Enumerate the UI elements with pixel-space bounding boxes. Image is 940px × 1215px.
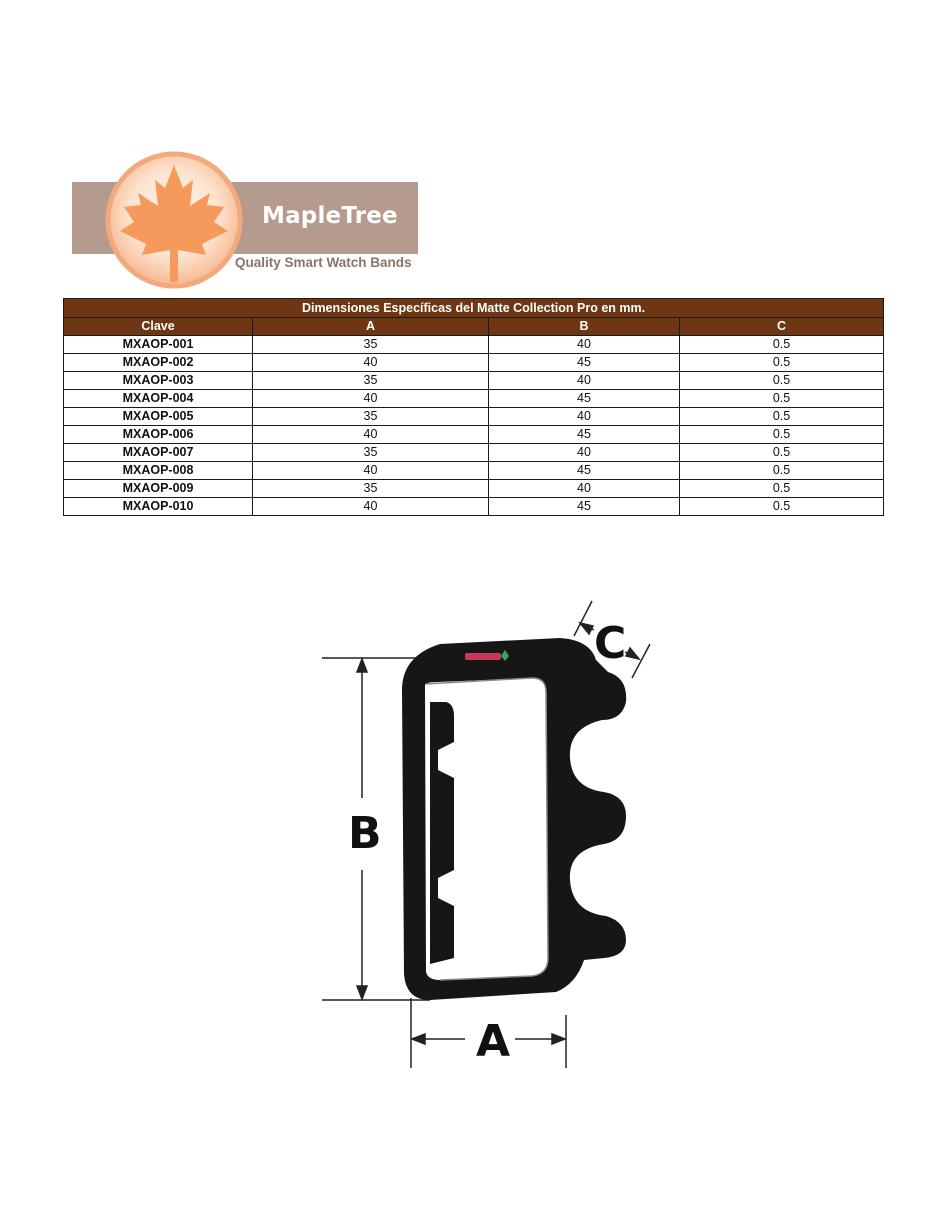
cell-a: 40 bbox=[253, 426, 489, 444]
brand-logo bbox=[0, 0, 940, 300]
dimension-c-label: C bbox=[594, 618, 627, 669]
cell-b: 45 bbox=[489, 498, 680, 516]
cell-b: 45 bbox=[489, 426, 680, 444]
cell-c: 0.5 bbox=[680, 390, 884, 408]
dimension-a-label: A bbox=[476, 1016, 511, 1067]
cell-clave: MXAOP-002 bbox=[64, 354, 253, 372]
cell-c: 0.5 bbox=[680, 426, 884, 444]
cell-clave: MXAOP-001 bbox=[64, 336, 253, 354]
column-header-a: A bbox=[253, 318, 489, 336]
table-row bbox=[64, 390, 884, 408]
maple-leaf-logo-graphic bbox=[0, 0, 940, 300]
table-title: Dimensiones Específicas del Matte Collection Pro en mm. bbox=[64, 299, 884, 318]
cell-a: 40 bbox=[253, 498, 489, 516]
table-row bbox=[64, 372, 884, 390]
cell-a: 40 bbox=[253, 390, 489, 408]
cell-b: 45 bbox=[489, 390, 680, 408]
cell-clave: MXAOP-010 bbox=[64, 498, 253, 516]
cell-c: 0.5 bbox=[680, 498, 884, 516]
cell-b: 45 bbox=[489, 462, 680, 480]
cell-c: 0.5 bbox=[680, 408, 884, 426]
cell-a: 35 bbox=[253, 336, 489, 354]
watch-case-diagram bbox=[0, 560, 940, 1120]
cell-b: 40 bbox=[489, 480, 680, 498]
cell-b: 40 bbox=[489, 372, 680, 390]
cell-c: 0.5 bbox=[680, 372, 884, 390]
watch-case-drawing bbox=[0, 560, 940, 1120]
cell-clave: MXAOP-007 bbox=[64, 444, 253, 462]
table-row bbox=[64, 354, 884, 372]
dimensions-table bbox=[63, 298, 884, 516]
cell-b: 40 bbox=[489, 336, 680, 354]
cell-clave: MXAOP-004 bbox=[64, 390, 253, 408]
cell-b: 40 bbox=[489, 408, 680, 426]
table-row bbox=[64, 336, 884, 354]
logo-tagline: Quality Smart Watch Bands bbox=[235, 255, 412, 270]
table-row bbox=[64, 426, 884, 444]
table-row bbox=[64, 462, 884, 480]
table-body bbox=[64, 336, 884, 516]
cell-a: 35 bbox=[253, 444, 489, 462]
cell-a: 35 bbox=[253, 408, 489, 426]
dimension-b-label: B bbox=[348, 808, 382, 859]
cell-c: 0.5 bbox=[680, 480, 884, 498]
column-header-c: C bbox=[680, 318, 884, 336]
table-row bbox=[64, 480, 884, 498]
cell-c: 0.5 bbox=[680, 354, 884, 372]
column-header-clave: Clave bbox=[64, 318, 253, 336]
cell-clave: MXAOP-008 bbox=[64, 462, 253, 480]
column-header-b: B bbox=[489, 318, 680, 336]
cell-a: 40 bbox=[253, 354, 489, 372]
cell-b: 40 bbox=[489, 444, 680, 462]
cell-c: 0.5 bbox=[680, 444, 884, 462]
cell-a: 40 bbox=[253, 462, 489, 480]
cell-clave: MXAOP-006 bbox=[64, 426, 253, 444]
cell-a: 35 bbox=[253, 372, 489, 390]
table-row bbox=[64, 444, 884, 462]
cell-clave: MXAOP-005 bbox=[64, 408, 253, 426]
cell-b: 45 bbox=[489, 354, 680, 372]
table-row bbox=[64, 408, 884, 426]
watch-case-inner-tabs bbox=[430, 702, 454, 964]
cell-clave: MXAOP-009 bbox=[64, 480, 253, 498]
table-row bbox=[64, 498, 884, 516]
cell-clave: MXAOP-003 bbox=[64, 372, 253, 390]
case-brand-badge bbox=[465, 653, 501, 660]
cell-c: 0.5 bbox=[680, 462, 884, 480]
cell-c: 0.5 bbox=[680, 336, 884, 354]
logo-name: MapleTree bbox=[262, 203, 398, 229]
cell-a: 35 bbox=[253, 480, 489, 498]
